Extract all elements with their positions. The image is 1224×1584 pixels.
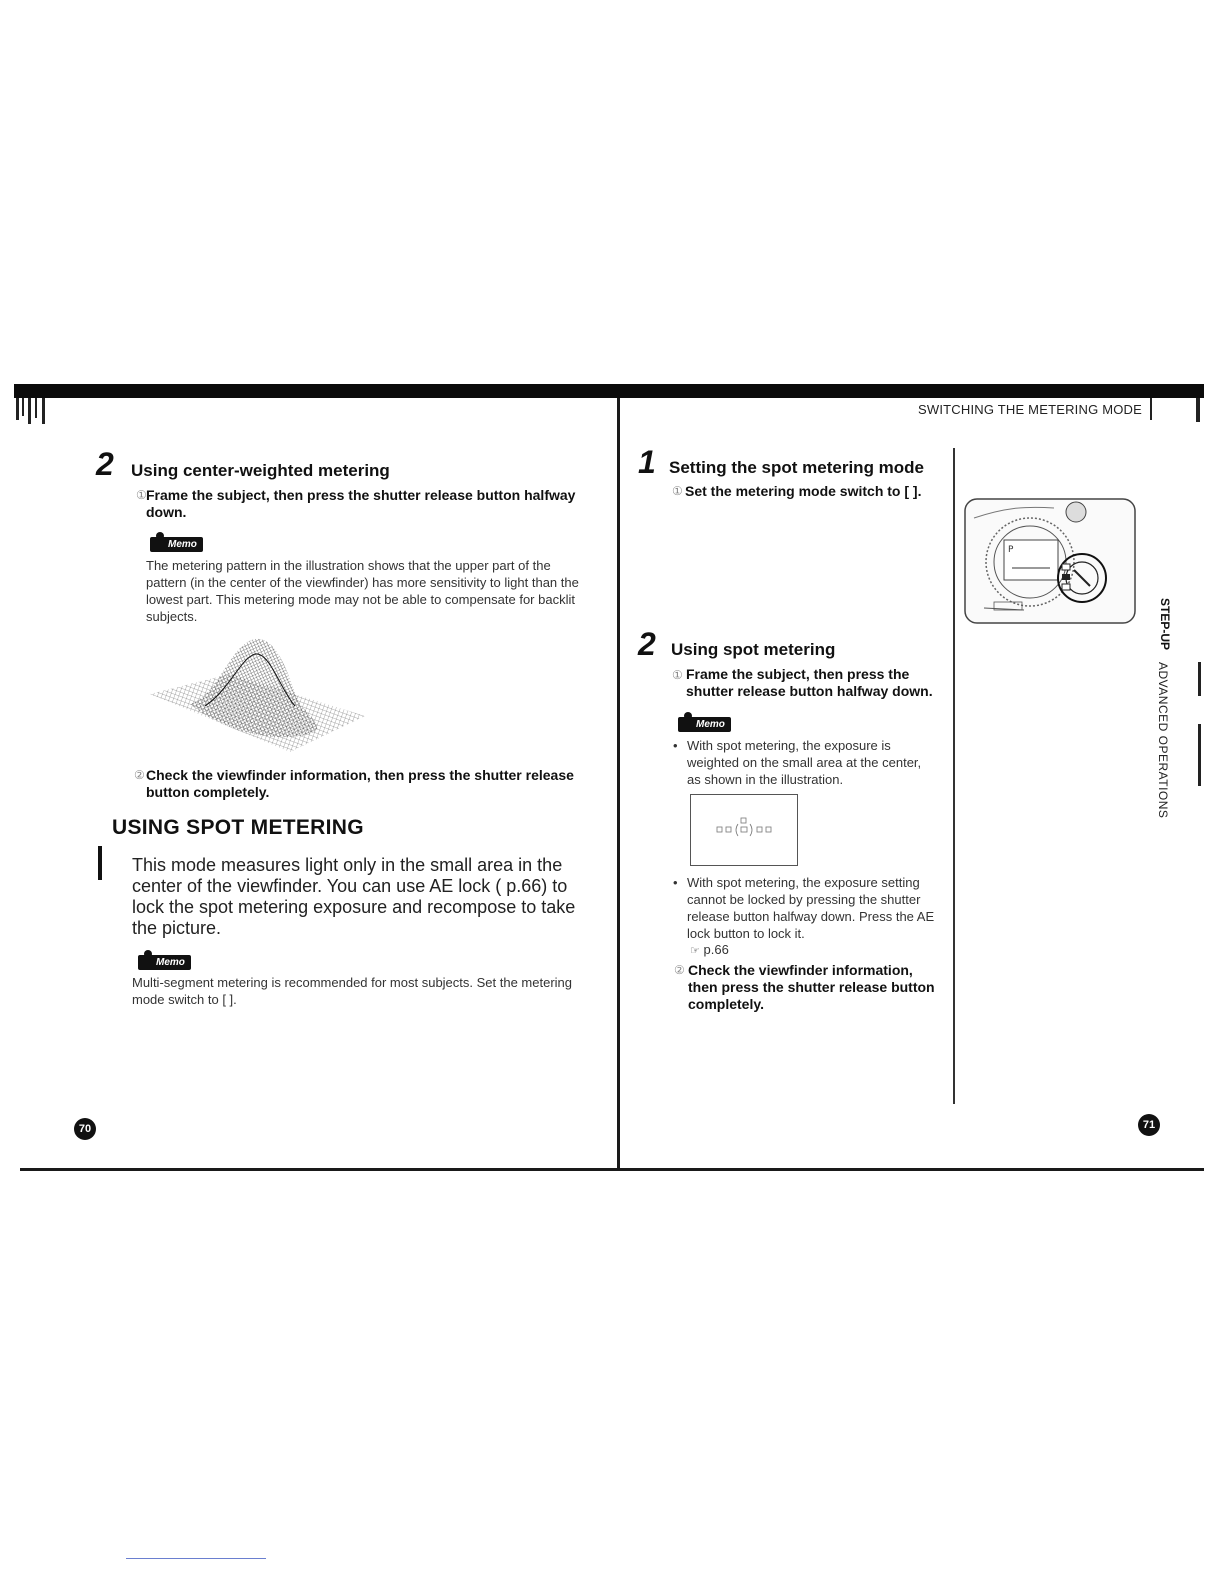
instruction-text: Frame the subject, then press the shutter release button halfway down.	[146, 487, 576, 520]
memo-badge	[678, 714, 731, 732]
registration-marks-left	[16, 398, 50, 424]
instruction-text: Frame the subject, then press the shutter release button halfway down.	[686, 666, 933, 699]
page-number: 71	[1138, 1114, 1160, 1136]
side-tab-label: ADVANCED OPERATIONS	[1156, 662, 1170, 819]
memo-badge	[150, 534, 203, 552]
step-title: Setting the spot metering mode	[669, 458, 925, 477]
memo-text: The metering pattern in the illustration shows that the upper part of the pattern (in the center of the viewfinder) has more sensitivity to light than the lowest part. This metering mode may not be able to compensate for backlit subjects.	[146, 558, 579, 624]
camera-dial-illustration	[964, 498, 1136, 624]
metering-pattern-illustration	[150, 634, 370, 754]
page-number: 70	[74, 1118, 96, 1140]
bottom-rule	[20, 1168, 1204, 1171]
scan-artifact-line	[126, 1558, 266, 1559]
running-header-bar	[1150, 398, 1152, 420]
section-accent-bar	[98, 846, 102, 880]
viewfinder-spot-illustration	[690, 794, 798, 866]
top-rule	[14, 384, 1204, 398]
section-heading: USING SPOT METERING	[112, 816, 364, 839]
gutter-line	[617, 398, 620, 1170]
instruction-marker: ②	[674, 963, 685, 977]
instruction-text: Set the metering mode switch to [ ].	[685, 483, 922, 499]
camera-lcd-mode: P	[1008, 545, 1014, 555]
step-number: 2	[638, 626, 656, 662]
instruction-marker: ①	[672, 484, 683, 498]
step-title: Using center-weighted metering	[131, 461, 390, 480]
instruction-text: Check the viewfinder information, then press the shutter release button completely.	[688, 962, 935, 1012]
instruction-text: Check the viewfinder information, then press the shutter release button completely.	[146, 767, 574, 800]
registration-marks-right	[1192, 398, 1204, 424]
memo-label: Memo	[156, 957, 185, 968]
step-up-tab: STEP-UP	[1158, 598, 1172, 651]
memo-camera-icon	[152, 531, 168, 547]
instruction-marker: ①	[136, 488, 147, 502]
section-body: This mode measures light only in the small area in the center of the viewfinder. You can use AE lock ( p.66) to lock the spot metering exposure and recompose to take the picture.	[132, 855, 576, 938]
bullet-item: • With spot metering, the exposure is weighted on the small area at the center, as shown in the illustration.	[687, 737, 937, 788]
spot-frame-graphic	[691, 795, 797, 865]
reference-icon: ☞	[690, 945, 700, 957]
memo-camera-icon	[680, 711, 696, 727]
instruction-marker: ②	[134, 768, 145, 782]
side-tab-bar	[1198, 662, 1201, 696]
memo-text: Multi-segment metering is recommended for most subjects. Set the metering mode switch to [ ].	[132, 975, 573, 1007]
page-reference	[690, 941, 729, 960]
step-number: 2	[96, 446, 114, 482]
bullet-item: • With spot metering, the exposure setting cannot be locked by pressing the shutter release button halfway down. Press the AE lock button to lock it.	[687, 874, 937, 942]
column-divider	[953, 448, 955, 1104]
step-number: 1	[638, 444, 656, 480]
memo-label: Memo	[696, 719, 725, 730]
step-title: Using spot metering	[671, 640, 836, 659]
side-tab-bar	[1198, 724, 1201, 786]
memo-camera-icon	[140, 949, 156, 965]
reference-text: p.66	[703, 942, 729, 957]
running-header: SWITCHING THE METERING MODE	[918, 402, 1142, 417]
instruction-marker: ①	[672, 668, 683, 682]
memo-label: Memo	[168, 539, 197, 550]
memo-badge	[138, 952, 191, 970]
